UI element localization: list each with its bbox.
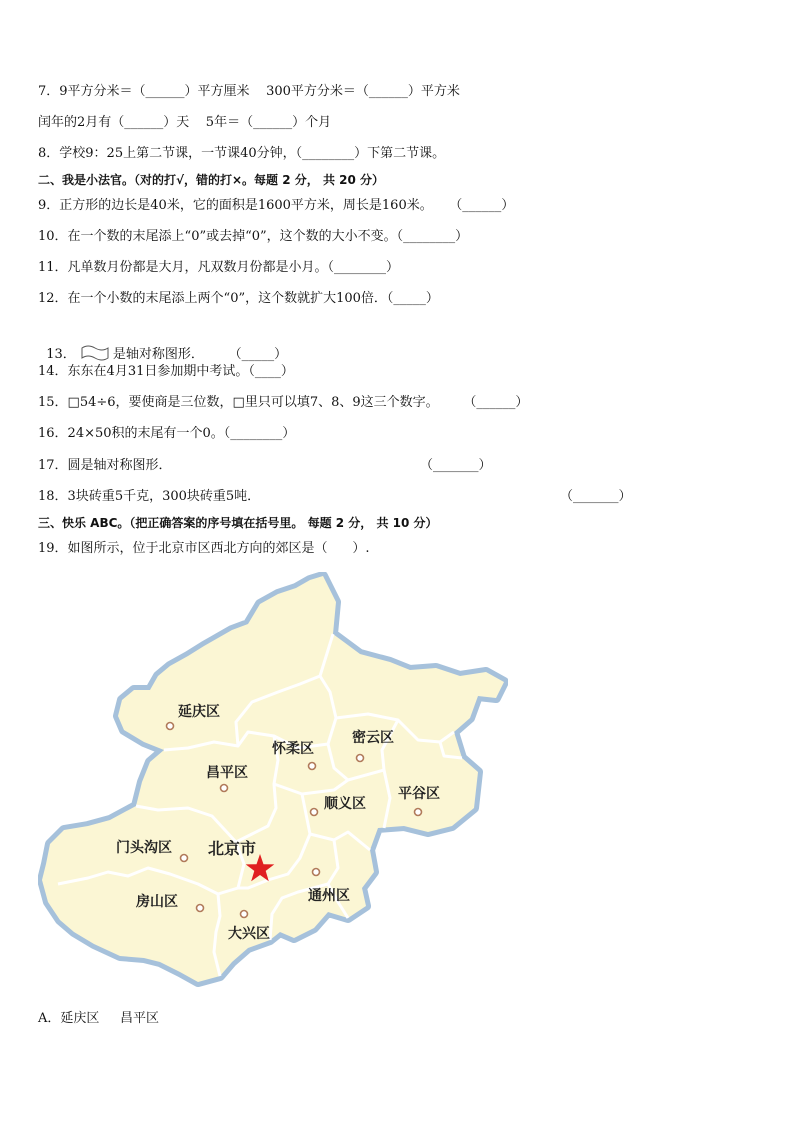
label-daxing: 大兴区 — [228, 926, 270, 942]
label-pinggu: 平谷区 — [398, 786, 440, 802]
question-8: 8．学校9：25上第二节课，一节课40分钟，（________）下第二节课。 — [38, 146, 446, 161]
label-yanqing: 延庆区 — [178, 704, 220, 720]
section-2-heading: 二、我是小法官。（对的打√，错的打×。每题 2 分， 共 20 分） — [38, 173, 384, 187]
section-3-heading: 三、快乐 ABC。（把正确答案的序号填在括号里。 每题 2 分， 共 10 分） — [38, 516, 438, 530]
label-tongzhou: 通州区 — [308, 888, 350, 904]
question-19: 19．如图所示，位于北京市区西北方向的郊区是（ ）. — [38, 541, 370, 556]
question-13-number: 13． — [46, 347, 76, 362]
question-12: 12．在一个小数的末尾添上两个“0”，这个数就扩大100倍．（_____） — [38, 291, 439, 306]
question-10: 10．在一个数的末尾添上“0”或去掉“0”，这个数的大小不变。（________） — [38, 229, 469, 244]
label-mentougou: 门头沟区 — [116, 840, 172, 856]
map-land — [42, 576, 504, 982]
question-14: 14．东东在4月31日参加期中考试。（____） — [38, 364, 294, 379]
question-9: 9．正方形的边长是40米，它的面积是1600平方米，周长是160米。 （______） — [38, 198, 515, 213]
question-16: 16．24×50积的末尾有一个0。（________） — [38, 426, 296, 441]
flag-shape-icon — [80, 344, 110, 362]
question-15: 15．□54÷6，要使商是三位数，□里只可以填7、8、9这三个数字。 （______） — [38, 395, 529, 410]
label-miyun: 密云区 — [352, 730, 394, 746]
label-fangshan: 房山区 — [136, 894, 178, 910]
question-18-blank: （_______） — [560, 489, 632, 504]
question-17: 17．圆是轴对称图形． — [38, 458, 172, 473]
question-7a: 7．9平方分米＝（______）平方厘米 300平方分米＝（______）平方米 — [38, 84, 460, 99]
label-huairou: 怀柔区 — [272, 741, 314, 757]
beijing-district-map — [38, 572, 508, 992]
option-a: A．延庆区 昌平区 — [38, 1011, 160, 1026]
question-13 — [38, 328, 287, 363]
question-11: 11．凡单数月份都是大月，凡双数月份都是小月。（________） — [38, 260, 400, 275]
question-17-blank: （_______） — [420, 458, 492, 473]
question-7b: 闰年的2月有（______）天 5年＝（______）个月 — [38, 115, 332, 130]
label-changping: 昌平区 — [206, 765, 248, 781]
question-13-text: 是轴对称图形． （_____） — [112, 347, 288, 362]
label-beijing: 北京市 — [208, 839, 257, 858]
label-shunyi: 顺义区 — [324, 796, 366, 812]
question-18: 18．3块砖重5千克，300块砖重5吨． — [38, 489, 261, 504]
